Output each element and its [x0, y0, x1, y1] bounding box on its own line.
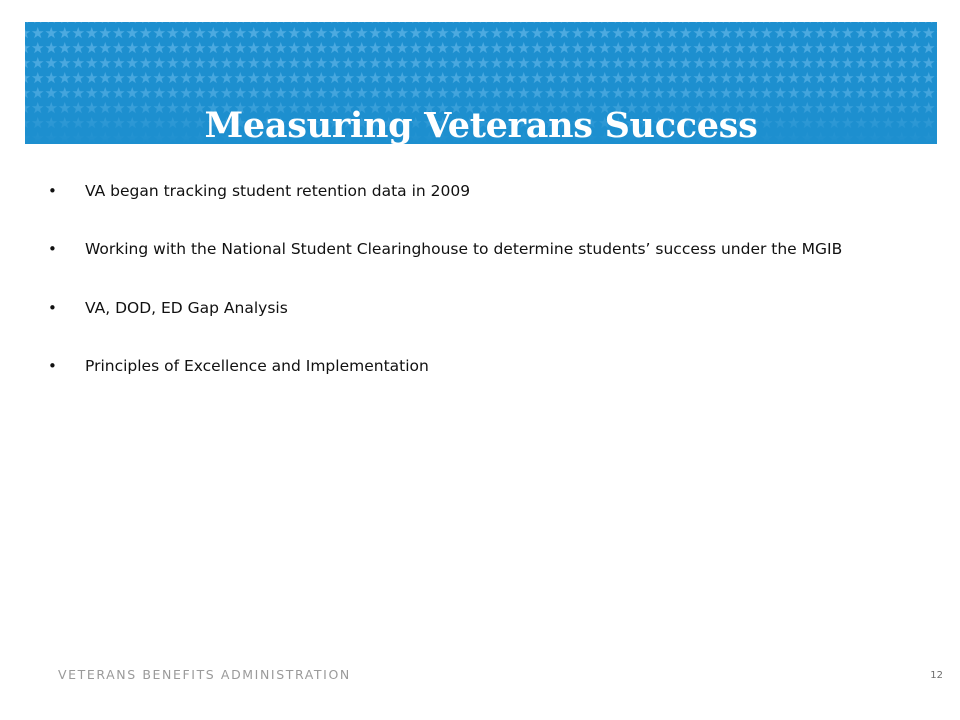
bullet-text: Principles of Excellence and Implementation — [85, 357, 429, 375]
footer-agency-name: VETERANS BENEFITS ADMINISTRATION — [58, 667, 351, 682]
bullet-dot-icon: • — [48, 357, 57, 375]
title-banner — [25, 22, 937, 144]
bullet-item — [46, 295, 886, 321]
bullet-dot-icon: • — [48, 182, 57, 200]
bullet-text: Working with the National Student Clearinghouse to determine students’ success under the MGIB — [85, 240, 843, 258]
bullet-text: VA began tracking student retention data in 2009 — [85, 182, 471, 200]
bullet-item — [46, 236, 886, 262]
slide-title: Measuring Veterans Success — [204, 105, 758, 144]
bullet-text: VA, DOD, ED Gap Analysis — [85, 299, 288, 317]
bullet-dot-icon: • — [48, 240, 57, 258]
bullet-dot-icon: • — [48, 299, 57, 317]
bullet-item — [46, 178, 886, 204]
page-number: 12 — [930, 670, 943, 681]
bullet-item — [46, 353, 886, 379]
bullet-list — [46, 178, 886, 411]
